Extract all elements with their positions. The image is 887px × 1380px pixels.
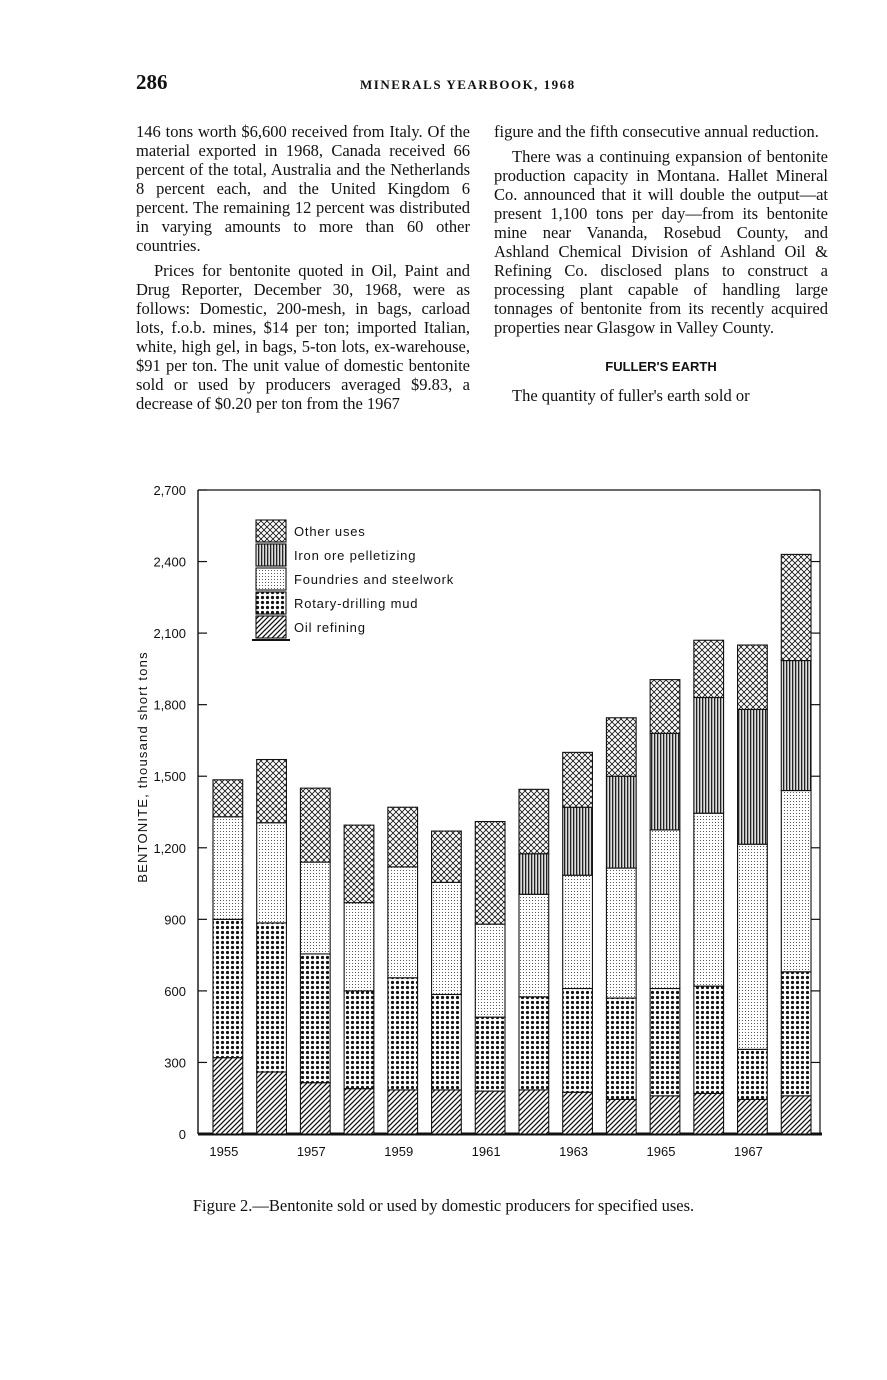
bar-segment-oil-refining-1961 [475, 1091, 505, 1134]
x-tick-label: 1957 [296, 1144, 326, 1159]
bar-segment-rotary-drilling-mud-1964 [606, 998, 636, 1099]
x-tick-label: 1963 [559, 1144, 589, 1159]
bar-segment-other-uses-1964 [606, 718, 636, 776]
bar-segment-iron-ore-pelletizing-1962 [519, 854, 549, 895]
bar-segment-foundries-and-steelwork-1959 [388, 867, 418, 978]
bar-segment-other-uses-1962 [519, 789, 549, 853]
y-tick-label: 1,800 [153, 697, 186, 713]
bar-segment-rotary-drilling-mud-1962 [519, 997, 549, 1090]
x-tick-label: 1959 [384, 1144, 414, 1159]
bar-segment-oil-refining-1960 [432, 1090, 462, 1134]
bar-segment-foundries-and-steelwork-1956 [257, 823, 287, 923]
bar-segment-foundries-and-steelwork-1964 [606, 868, 636, 998]
legend-label: Foundries and steelwork [294, 572, 455, 587]
x-tick-label: 1961 [471, 1144, 501, 1159]
bar-segment-foundries-and-steelwork-1965 [650, 830, 680, 989]
bar-segment-other-uses-1960 [432, 831, 462, 882]
bar-segment-rotary-drilling-mud-1966 [694, 986, 724, 1093]
bar-segment-other-uses-1966 [694, 640, 724, 697]
bar-segment-oil-refining-1957 [300, 1083, 330, 1134]
paragraph: There was a continuing expansion of bentonite production capacity in Montana. Hallet Mineral Co. announced that it will double the output—at present 1,100 tons per day—from its bentonite mine near Vananda, Rosebud County, and Ashland Chemical Division of Ashland Oil & Refining Co. disclosed plans to construct a processing plant capable of handling large tonnages of bentonite from its recently acquired properties near Glasgow in Valley County. [494, 147, 828, 337]
bar-segment-foundries-and-steelwork-1955 [213, 817, 243, 920]
y-tick-label: 1,500 [153, 769, 186, 785]
bar-segment-oil-refining-1958 [344, 1089, 374, 1134]
bar-segment-rotary-drilling-mud-1958 [344, 991, 374, 1089]
left-text-column [136, 122, 470, 413]
bar-segment-iron-ore-pelletizing-1965 [650, 733, 680, 830]
bar-segment-foundries-and-steelwork-1961 [475, 924, 505, 1017]
bar-segment-foundries-and-steelwork-1967 [738, 844, 768, 1049]
bar-segment-other-uses-1961 [475, 822, 505, 925]
bar-segment-oil-refining-1964 [606, 1099, 636, 1134]
bar-segment-other-uses-1965 [650, 680, 680, 734]
bar-segment-rotary-drilling-mud-1957 [300, 954, 330, 1083]
legend-swatch-foundries-and-steelwork [256, 568, 286, 590]
figure-caption: Figure 2.—Bentonite sold or used by domestic producers for specified uses. [192, 1196, 695, 1215]
bar-segment-iron-ore-pelletizing-1963 [563, 807, 593, 875]
bar-segment-oil-refining-1967 [738, 1099, 768, 1134]
bar-segment-rotary-drilling-mud-1968 [781, 972, 811, 1096]
y-tick-label: 2,100 [153, 626, 186, 642]
bar-segment-foundries-and-steelwork-1962 [519, 894, 549, 997]
bar-segment-oil-refining-1962 [519, 1090, 549, 1134]
paragraph: 146 tons worth $6,600 received from Italy. Of the material exported in 1968, Canada received 66 percent of the total, Australia and the Netherlands 8 percent each, and the United Kingdom 6 percent. The remaining 12 percent was distributed in varying amounts to more than 60 other countries. [136, 122, 470, 255]
page-number: 286 [136, 70, 168, 94]
y-tick-label: 900 [164, 912, 186, 928]
bar-segment-foundries-and-steelwork-1966 [694, 813, 724, 986]
legend-label: Oil refining [294, 620, 366, 635]
y-axis-title: BENTONITE, thousand short tons [135, 651, 150, 883]
y-tick-label: 600 [164, 983, 186, 999]
bar-segment-oil-refining-1955 [213, 1058, 243, 1134]
bar-segment-rotary-drilling-mud-1959 [388, 978, 418, 1090]
bar-segment-rotary-drilling-mud-1965 [650, 989, 680, 1096]
legend-swatch-rotary-drilling-mud [256, 592, 286, 614]
y-tick-label: 2,700 [153, 483, 186, 498]
paragraph: The quantity of fuller's earth sold or [512, 386, 750, 405]
right-text-column [494, 122, 828, 405]
bar-segment-oil-refining-1965 [650, 1096, 680, 1134]
running-title: MINERALS YEARBOOK, 1968 [360, 77, 576, 92]
y-tick-label: 0 [178, 1127, 186, 1142]
bar-segment-other-uses-1963 [563, 752, 593, 807]
bar-segment-rotary-drilling-mud-1955 [213, 919, 243, 1057]
bar-segment-rotary-drilling-mud-1963 [563, 989, 593, 1093]
y-tick-label: 1,200 [153, 840, 186, 856]
bar-segment-oil-refining-1959 [388, 1090, 418, 1134]
bar-segment-oil-refining-1963 [563, 1092, 593, 1134]
bar-segment-foundries-and-steelwork-1957 [300, 862, 330, 954]
bar-segment-oil-refining-1966 [694, 1093, 724, 1134]
legend-label: Iron ore pelletizing [294, 548, 417, 563]
bar-segment-other-uses-1958 [344, 825, 374, 903]
bar-segment-rotary-drilling-mud-1956 [257, 923, 287, 1072]
y-tick-label: 2,400 [153, 554, 186, 570]
bar-segment-iron-ore-pelletizing-1968 [781, 661, 811, 791]
x-tick-label: 1955 [209, 1144, 239, 1159]
legend-swatch-iron-ore-pelletizing [256, 544, 286, 566]
bar-segment-other-uses-1956 [257, 760, 287, 823]
bar-segment-rotary-drilling-mud-1961 [475, 1017, 505, 1091]
bar-segment-foundries-and-steelwork-1958 [344, 903, 374, 991]
bar-segment-foundries-and-steelwork-1963 [563, 875, 593, 988]
bar-segment-iron-ore-pelletizing-1964 [606, 776, 636, 868]
bar-segment-rotary-drilling-mud-1960 [432, 994, 462, 1089]
x-tick-label: 1965 [646, 1144, 676, 1159]
legend-swatch-other-uses [256, 520, 286, 542]
legend-label: Other uses [294, 524, 366, 539]
paragraph: Prices for bentonite quoted in Oil, Paint and Drug Reporter, December 30, 1968, were as follows: Domestic, 200-mesh, in bags, carload lots, f.o.b. mines, $14 per ton; imported Italian, white, high gel, in bags, 5-ton lots, ex-warehouse, $91 per ton. The unit value of domestic bentonite sold or used by producers averaged $9.83, a decrease of $0.20 per ton from the 1967 [136, 261, 470, 413]
paragraph: figure and the fifth consecutive annual reduction. [494, 122, 819, 141]
bar-segment-other-uses-1959 [388, 807, 418, 867]
bar-segment-other-uses-1955 [213, 780, 243, 817]
bar-segment-oil-refining-1968 [781, 1096, 811, 1134]
legend-swatch-oil-refining [256, 616, 286, 638]
bar-segment-other-uses-1957 [300, 788, 330, 862]
section-heading: FULLER'S EARTH [605, 359, 717, 374]
bar-segment-other-uses-1967 [738, 645, 768, 709]
x-tick-label: 1967 [733, 1144, 763, 1159]
legend-label: Rotary-drilling mud [294, 596, 419, 611]
bar-segment-oil-refining-1956 [257, 1072, 287, 1134]
bar-segment-foundries-and-steelwork-1960 [432, 882, 462, 994]
bar-segment-iron-ore-pelletizing-1966 [694, 698, 724, 814]
bar-segment-iron-ore-pelletizing-1967 [738, 709, 768, 844]
bar-segment-rotary-drilling-mud-1967 [738, 1049, 768, 1099]
y-tick-label: 300 [164, 1055, 186, 1071]
bar-segment-other-uses-1968 [781, 554, 811, 660]
bentonite-stacked-bar-chart [0, 470, 887, 1180]
bar-segment-foundries-and-steelwork-1968 [781, 791, 811, 972]
